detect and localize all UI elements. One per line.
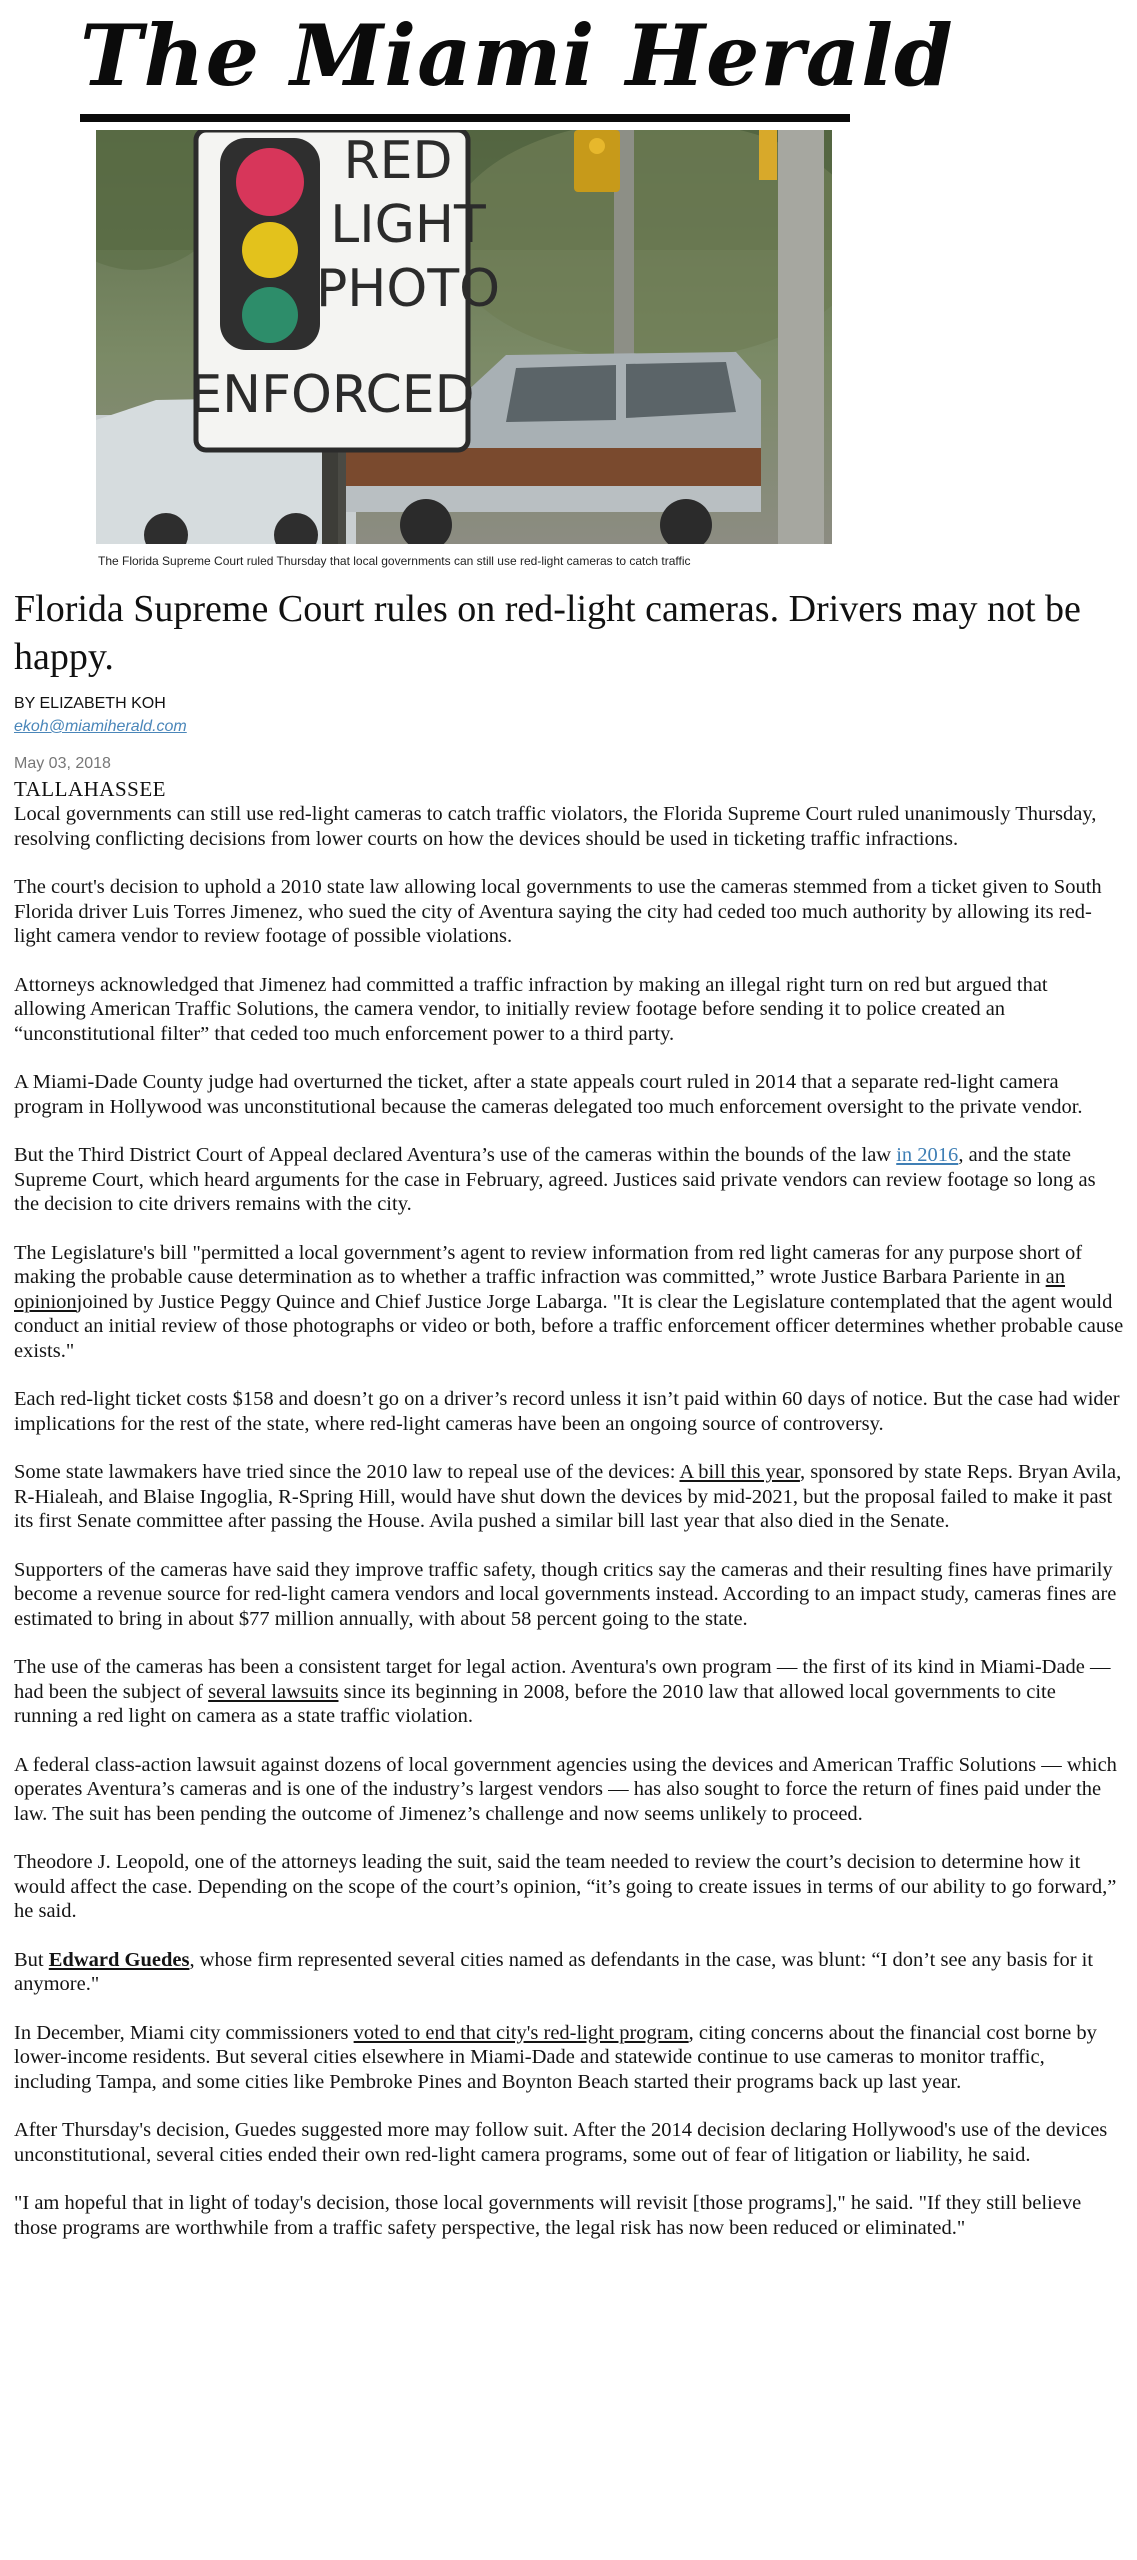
paragraph-text: But the Third District Court of Appeal declared Aventura’s use of the cameras within the bounds of the law xyxy=(14,1144,897,1166)
masthead-rule xyxy=(80,114,850,122)
masthead xyxy=(80,0,954,126)
paragraph-text: , citing concerns about the financial cost borne by lower-income residents. But several cities elsewhere in Miami-Dade and statewide continue to use cameras to monitor traffic, including Tampa, and some cities like Pembroke Pines and Boynton Beach started their programs back up last year. xyxy=(14,2021,1097,2093)
paragraph: Each red-light ticket costs $158 and doesn’t go on a driver’s record unless it isn’t paid within 60 days of notice. But the case had wider implications for the rest of the state, where red-light cameras have been an ongoing source of controversy. xyxy=(14,1388,1120,1435)
in-2016-link[interactable]: in 2016 xyxy=(896,1144,959,1166)
photo-caption: The Florida Supreme Court ruled Thursday that local governments can still use red-light cameras to catch traffic xyxy=(98,554,691,568)
paragraph-text: But xyxy=(14,1948,49,1971)
article-photo xyxy=(96,130,832,544)
article-headline: Florida Supreme Court rules on red-light cameras. Drivers may not be happy. xyxy=(14,588,1081,678)
paragraph: After Thursday's decision, Guedes suggested more may follow suit. After the 2014 decision declaring Hollywood's use of the devices unconstitutional, several cities ended their own red-light camera programs, some out of fear of litigation or liability, he said. xyxy=(14,2119,1108,2166)
author-email-link[interactable]: ekoh@miamiherald.com xyxy=(14,718,187,735)
sign-line-enforced: ENFORCED xyxy=(189,365,475,425)
publish-date: May 03, 2018 xyxy=(14,755,111,772)
paragraph xyxy=(14,1655,1124,1729)
red-light-program-link[interactable]: voted to end that city's red-light program xyxy=(353,2021,689,2044)
paragraph-text: , and the state Supreme Court, which heard arguments for the case in February, agreed. Justices said private vendors can review footage so long as the decision to cite drivers remains with the city. xyxy=(14,1144,1096,1215)
paragraph-text: The Legislature's bill "permitted a local government’s agent to review information from red light cameras for any purpose short of making the probable cause determination as to whether a traffic infraction was committed,” wrote Justice Barbara Pariente in xyxy=(14,1241,1083,1288)
paragraph: Supporters of the cameras have said they improve traffic safety, though critics say the cameras and their resulting fines have primarily become a revenue source for red-light camera vendors and local governments instead. According to an impact study, cameras fines are estimated to bring in about $77 million annually, with about 58 percent going to the state. xyxy=(14,1558,1117,1630)
photo-illustration xyxy=(96,130,832,544)
paragraph: A federal class-action lawsuit against dozens of local government agencies using the devices and American Traffic Solutions — which operates Aventura’s cameras and is one of the industry’s largest vendors — has also sought to force the return of fines paid under the law. The suit has been pending the outcome of Jimenez’s challenge and now seems unlikely to proceed. xyxy=(14,1753,1117,1825)
byline: BY ELIZABETH KOH xyxy=(14,695,166,712)
edward-guedes-link[interactable]: Edward Guedes xyxy=(48,1948,190,1971)
paragraph-text: The use of the cameras has been a consistent target for legal action. Aventura's own program — the first of its kind in Miami-Dade — had been the subject of xyxy=(14,1656,1111,1703)
paragraph-text: since its beginning in 2008, before the 2010 law that allowed local governments to cite running a red light on camera as a state traffic violation. xyxy=(14,1680,1056,1727)
several-lawsuits-link[interactable]: several lawsuits xyxy=(208,1680,339,1703)
paragraph-text: , sponsored by state Reps. Bryan Avila, R-Hialeah, and Blaise Ingoglia, R-Spring Hill, would have shut down the devices by mid-2021, but the proposal failed to make it past its first Senate committee after passing the House. Avila pushed a similar bill last year that also died in the Senate. xyxy=(14,1461,1122,1532)
paragraph xyxy=(14,1241,1124,1364)
masthead-title: The Miami Herald xyxy=(80,6,954,105)
paragraph xyxy=(14,1143,1124,1217)
paragraph: "I am hopeful that in light of today's decision, those local governments will revisit [those programs]," he said. "If they still believe those programs are worthwhile from a traffic safety perspective, the legal risk has now been reduced or eliminated." xyxy=(14,2192,1082,2239)
paragraph-text: joined by Justice Peggy Quince and Chief Justice Jorge Labarga. "It is clear the Legislature contemplated that the agent would conduct an initial review of those photographs or video or both, before a traffic enforcement officer determines whether probable cause exists." xyxy=(14,1290,1124,1362)
paragraph-text: Some state lawmakers have tried since the 2010 law to repeal use of the devices: xyxy=(14,1461,680,1483)
opinion-link[interactable]: an opinion xyxy=(14,1266,1066,1313)
sign-line-red: RED xyxy=(343,131,453,191)
paragraph: A Miami-Dade County judge had overturned the ticket, after a state appeals court ruled in 2014 that a separate red-light camera program in Hollywood was unconstitutional because the cameras delegated too much enforcement oversight to the private vendor. xyxy=(14,1071,1083,1118)
sign-line-light: LIGHT xyxy=(330,195,486,255)
paragraph xyxy=(14,1948,1124,1997)
paragraph-text: In December, Miami city commissioners xyxy=(14,2021,354,2044)
paragraph: Theodore J. Leopold, one of the attorneys leading the suit, said the team needed to review the court’s decision to determine how it would affect the case. Depending on the scope of the court’s opinion, “it’s going to create issues in terms of our ability to go forward,” he said. xyxy=(14,1851,1117,1922)
paragraph: Local governments can still use red-light cameras to catch traffic violators, the Florida Supreme Court ruled unanimously Thursday, resolving conflicting decisions from lower courts on how the devices should be used in ticketing traffic infractions. xyxy=(14,803,1097,850)
sign-line-photo: PHOTO xyxy=(315,259,501,319)
article-body xyxy=(14,802,1124,2264)
paragraph xyxy=(14,1460,1124,1534)
paragraph: Attorneys acknowledged that Jimenez had committed a traffic infraction by making an illegal right turn on red but argued that allowing American Traffic Solutions, the camera vendor, to initially review footage before sending it to police created an “unconstitutional filter” that ceded too much enforcement power to a third party. xyxy=(14,973,1048,1045)
paragraph: The court's decision to uphold a 2010 state law allowing local governments to use the cameras stemmed from a ticket given to South Florida driver Luis Torres Jimenez, who sued the city of Aventura saying the city had ceded too much authority by allowing its red-light camera vendor to review footage of possible violations. xyxy=(14,876,1102,947)
paragraph-text: , whose firm represented several cities named as defendants in the case, was blunt: “I don’t see any basis for it anymore." xyxy=(14,1948,1094,1995)
dateline: TALLAHASSEE xyxy=(14,777,166,801)
bill-this-year-link[interactable]: A bill this year xyxy=(679,1461,800,1483)
paragraph xyxy=(14,2021,1124,2095)
